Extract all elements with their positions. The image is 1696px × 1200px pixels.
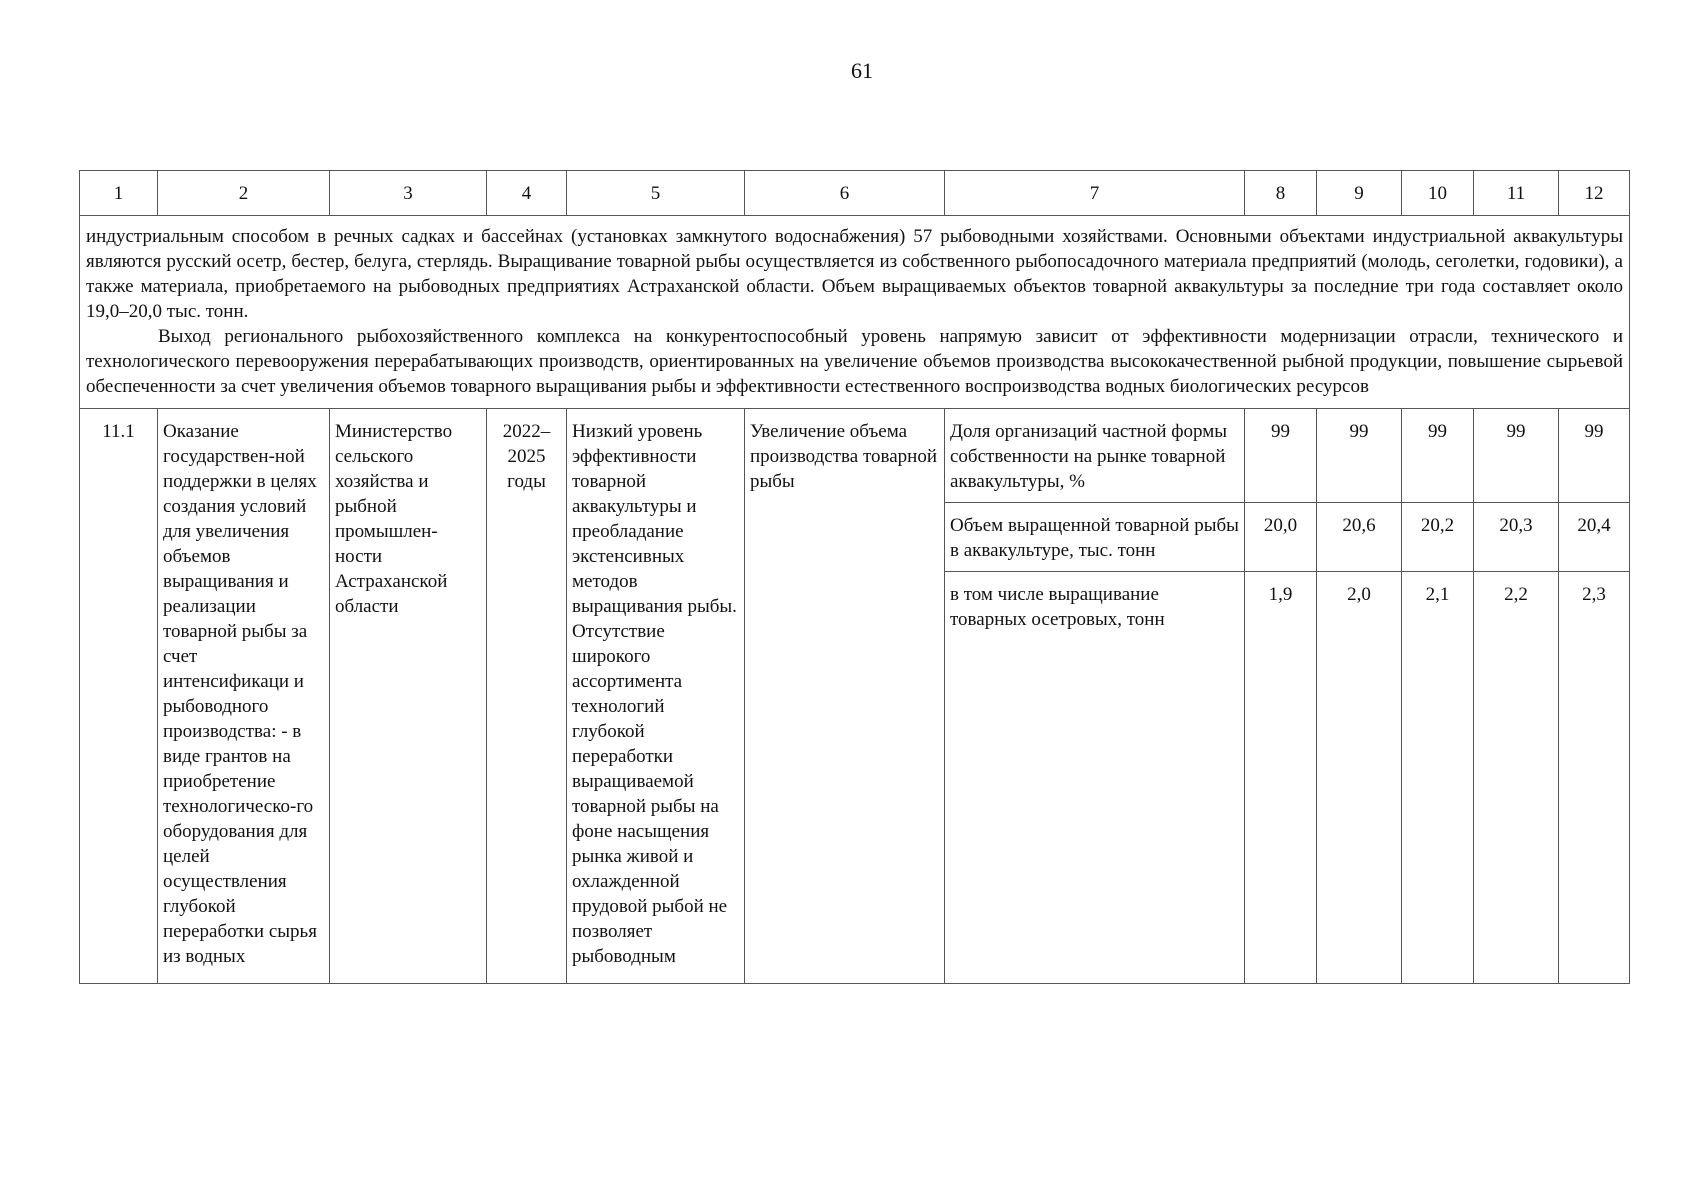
years-word: годы	[507, 471, 546, 492]
indicator-value: 99	[1317, 409, 1402, 503]
column-number: 10	[1402, 171, 1474, 216]
indicator-name: в том числе выращивание товарных осетровых, тонн	[945, 572, 1245, 984]
indicator-value: 2,2	[1474, 572, 1559, 984]
indicator-value: 20,3	[1474, 503, 1559, 572]
indicator-value: 1,9	[1245, 572, 1317, 984]
program-table	[79, 170, 1630, 984]
page-number: 61	[851, 58, 873, 83]
result-cell: Увеличение объема производства товарной рыбы	[745, 409, 945, 984]
column-number: 5	[567, 171, 745, 216]
executor-cell: Министерство сельского хозяйства и рыбной промышлен-ности Астраханской области	[330, 409, 487, 984]
indicator-value: 99	[1245, 409, 1317, 503]
column-number: 4	[487, 171, 567, 216]
indicator-value: 2,1	[1402, 572, 1474, 984]
problem-cell: Низкий уровень эффективности товарной аквакультуры и преобладание экстенсивных методов выращивания рыбы. Отсутствие широкого ассортимента технологий глубокой переработки выращиваемой товарной рыбы на фоне насыщения рынка живой и охлажденной прудовой рыбой не позволяет рыбоводным	[567, 409, 745, 984]
years-range: 2022–2025	[502, 421, 551, 467]
indicator-value: 2,0	[1317, 572, 1402, 984]
column-number: 7	[945, 171, 1245, 216]
indicator-value: 99	[1402, 409, 1474, 503]
indicator-value: 20,6	[1317, 503, 1402, 572]
intro-paragraph: индустриальным способом в речных садках и бассейнах (установках замкнутого водоснабжения) 57 рыбоводными хозяйствами. Основными объектами индустриальной аквакультуры являются русский осетр, бестер, белуга, стерлядь. Выращивание товарной рыбы осуществляется из собственного рыбопосадочного материала предприятий (молодь, сеголетки, годовики), а также материала, приобретаемого на рыбоводных предприятиях Астраханской области. Объем выращиваемых объектов товарной аквакультуры за последние три года составляет около 19,0–20,0 тыс. тонн.	[86, 226, 1623, 322]
indicator-value: 99	[1474, 409, 1559, 503]
indicator-value: 99	[1559, 409, 1630, 503]
intro-row	[80, 216, 1630, 409]
intro-text-cell	[80, 216, 1630, 409]
measure-cell: Оказание государствен-ной поддержки в целях создания условий для увеличения объемов выращивания и реализации товарной рыбы за счет интенсификаци и рыбоводного производства: - в виде грантов на приобретение технологическо-го оборудования для целей осуществления глубокой переработки сырья из водных	[158, 409, 330, 984]
indicator-name: Объем выращенной товарной рыбы в аквакультуре, тыс. тонн	[945, 503, 1245, 572]
column-number: 9	[1317, 171, 1402, 216]
table-row	[80, 409, 1630, 503]
column-number: 2	[158, 171, 330, 216]
indicator-value: 20,0	[1245, 503, 1317, 572]
indicator-value: 20,2	[1402, 503, 1474, 572]
column-number: 1	[80, 171, 158, 216]
column-number: 11	[1474, 171, 1559, 216]
column-number: 8	[1245, 171, 1317, 216]
column-number-row	[80, 171, 1630, 216]
column-number: 3	[330, 171, 487, 216]
indicator-value: 20,4	[1559, 503, 1630, 572]
intro-paragraph: Выход регионального рыбохозяйственного комплекса на конкурентоспособный уровень напрямую зависит от эффективности модернизации отрасли, технического и технологического перевооружения перерабатывающих производств, ориентированных на увеличение объемов производства высококачественной рыбной продукции, повышение сырьевой обеспеченности за счет увеличения объемов товарного выращивания рыбы и эффективности естественного воспроизводства водных биологических ресурсов	[86, 326, 1623, 397]
column-number: 6	[745, 171, 945, 216]
indicator-value: 2,3	[1559, 572, 1630, 984]
years-cell	[487, 409, 567, 984]
column-number: 12	[1559, 171, 1630, 216]
row-number: 11.1	[80, 409, 158, 984]
indicator-name: Доля организаций частной формы собственности на рынке товарной аквакультуры, %	[945, 409, 1245, 503]
